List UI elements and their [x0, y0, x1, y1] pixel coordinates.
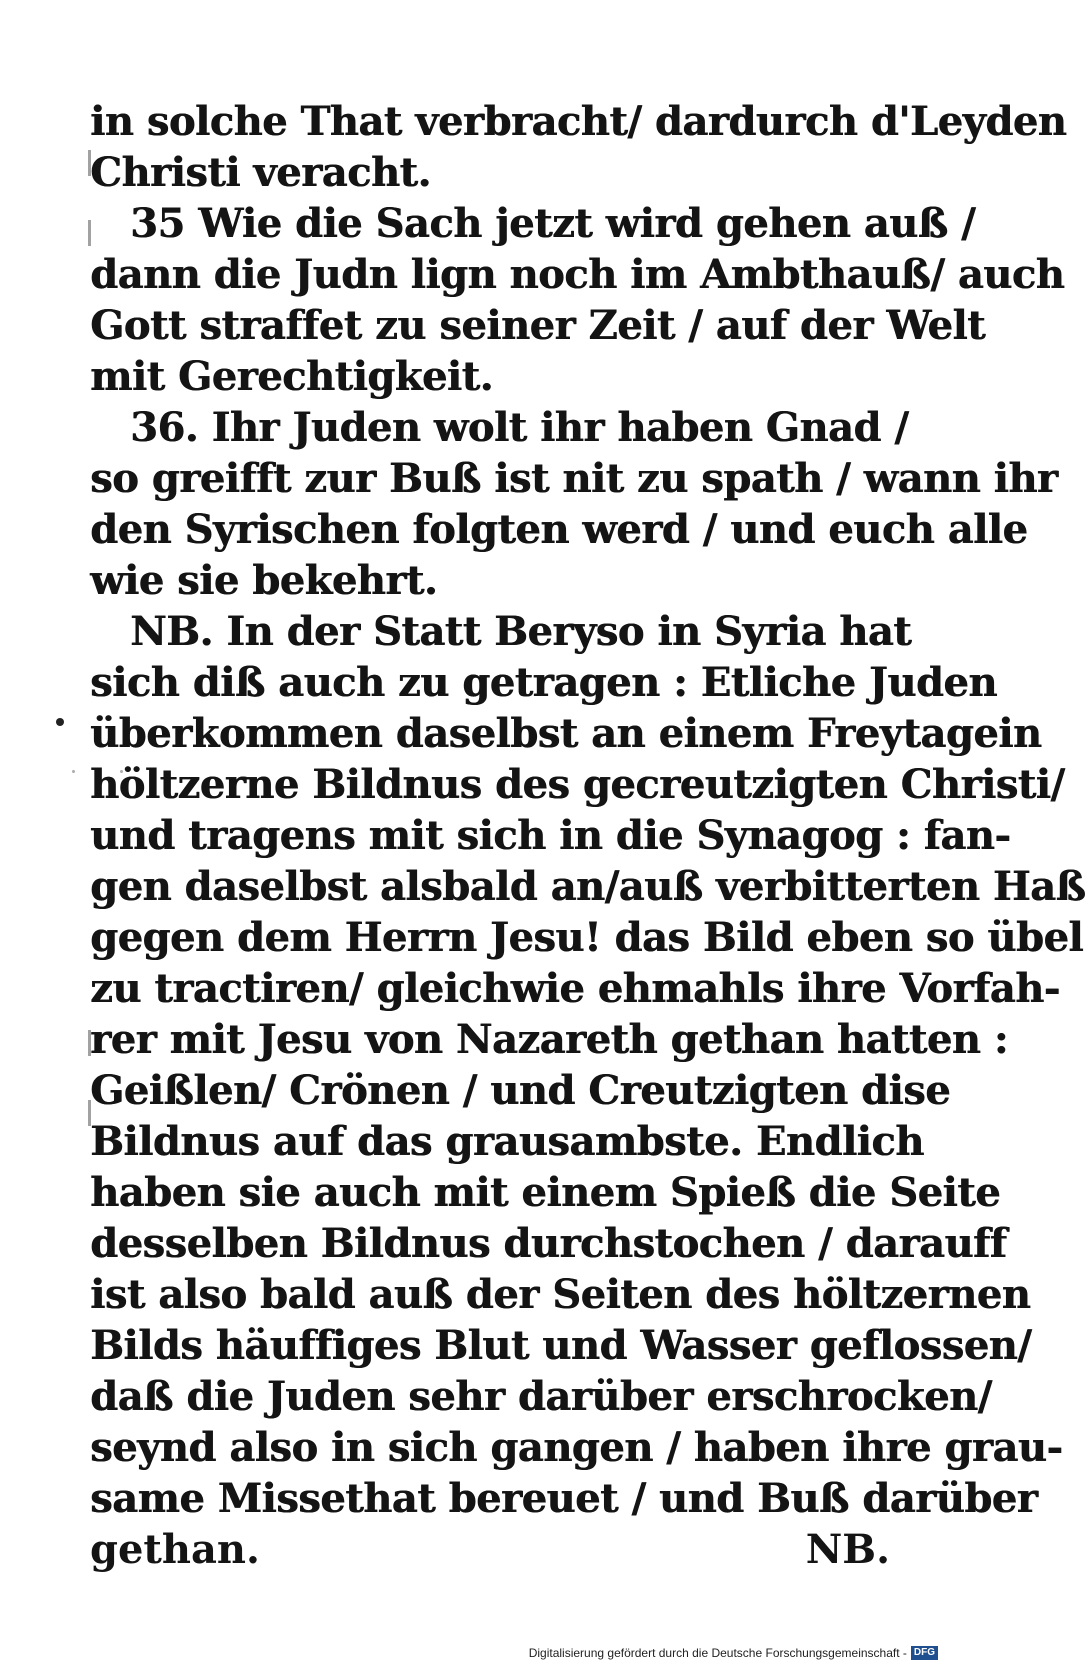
text-line: Gott straffet zu seiner Zeit / auf der Welt	[90, 302, 986, 349]
text-line: NB. In der Statt Beryso in Syria hat	[130, 608, 912, 655]
text-line: sich diß auch zu getragen : Etliche Juden	[90, 659, 997, 706]
text-line: gen daselbst alsbald an/auß verbitterten Haß	[90, 863, 1085, 910]
text-line: Geißlen/ Crönen / und Creutzigten dise	[90, 1067, 951, 1114]
footer-text: Digitalisierung gefördert durch die Deutsche Forschungsgemeinschaft -	[528, 1646, 907, 1660]
margin-dot	[56, 718, 64, 726]
text-line: daß die Juden sehr darüber erschrocken/	[90, 1373, 992, 1420]
text-line: höltzerne Bildnus des gecreutzigten Christi/	[90, 761, 1065, 808]
scan-speck	[72, 770, 75, 773]
catchword: NB.	[805, 1526, 890, 1573]
dfg-logo-icon: DFG	[911, 1646, 938, 1660]
text-line: desselben Bildnus durchstochen / darauff	[90, 1220, 1007, 1267]
text-line: in solche That verbracht/ dardurch d'Leyden	[90, 98, 1067, 145]
text-line: 36. Ihr Juden wolt ihr haben Gnad /	[130, 404, 909, 451]
text-line: wie sie bekehrt.	[90, 557, 438, 604]
digitization-footer	[529, 1646, 938, 1660]
final-line	[90, 1520, 890, 1580]
text-line: so greifft zur Buß ist nit zu spath / wann ihr	[90, 455, 1058, 502]
text-line: Bilds häuffiges Blut und Wasser geflossen/	[90, 1322, 1032, 1369]
text-line: seynd also in sich gangen / haben ihre grau-	[90, 1424, 1063, 1471]
text-line: mit Gerechtigkeit.	[90, 353, 493, 400]
text-line: den Syrischen folgten werd / und euch alle	[90, 506, 1028, 553]
text-line: same Missethat bereuet / und Buß darüber	[90, 1475, 1038, 1522]
text-line: gegen dem Herrn Jesu! das Bild eben so übel	[90, 914, 1083, 961]
text-line: und tragens mit sich in die Synagog : fan-	[90, 812, 1011, 859]
text-line: rer mit Jesu von Nazareth gethan hatten :	[90, 1016, 1008, 1063]
text-line: überkommen daselbst an einem Freytagein	[90, 710, 1042, 757]
text-line: ist also bald auß der Seiten des höltzernen	[90, 1271, 1031, 1318]
text-line: haben sie auch mit einem Spieß die Seite	[90, 1169, 1001, 1216]
text-line: Christi veracht.	[90, 149, 431, 196]
text-line: 35 Wie die Sach jetzt wird gehen auß /	[130, 200, 976, 247]
text-line: zu tractiren/ gleichwie ehmahls ihre Vorfah-	[90, 965, 1060, 1012]
text-line: dann die Judn lign noch im Ambthauß/ auch	[90, 251, 1065, 298]
text-line: Bildnus auf das grausambste. Endlich	[90, 1118, 924, 1165]
final-word: gethan.	[90, 1526, 260, 1573]
